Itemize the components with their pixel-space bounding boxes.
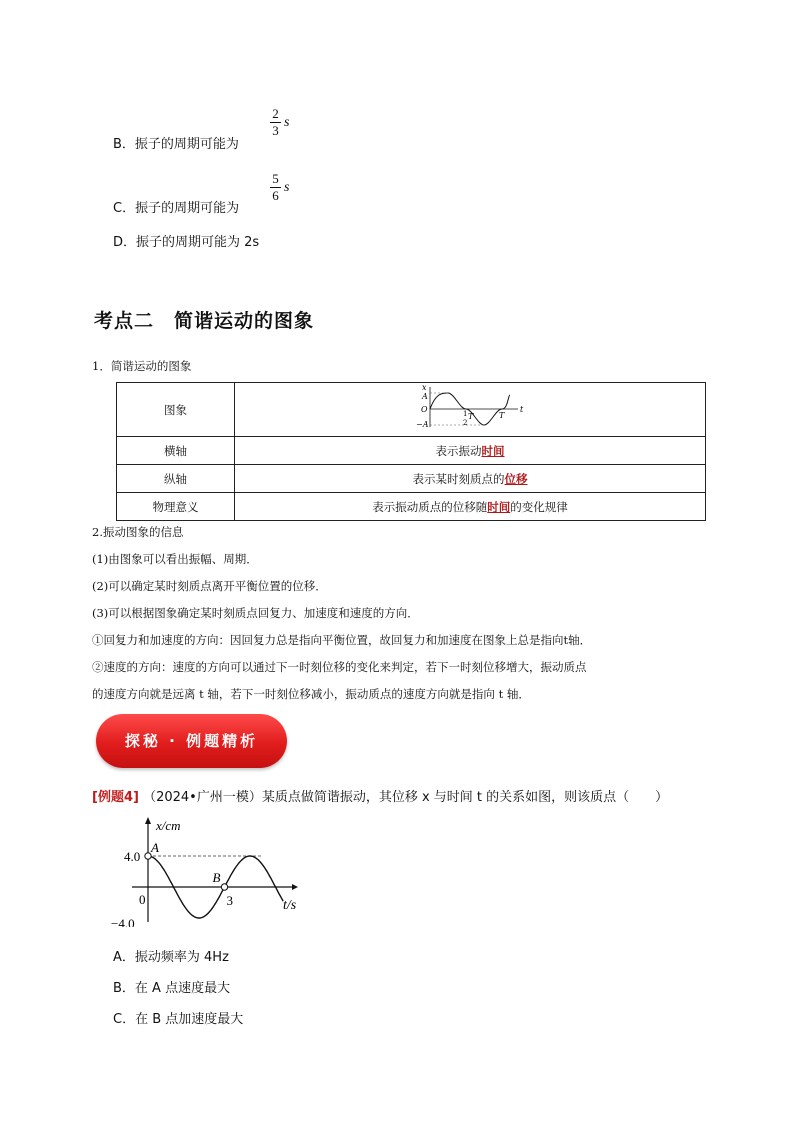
fraction-b xyxy=(270,106,290,138)
displacement-time-chart xyxy=(110,812,320,927)
option-b: B．振子的周期可能为 xyxy=(113,137,239,152)
banner-text: 探秘 · 例题精析 xyxy=(124,732,259,750)
fraction-b-denominator: 3 xyxy=(272,123,279,138)
ytick-label: −4.0 xyxy=(111,916,135,927)
fraction-b-numerator: 2 xyxy=(272,106,279,121)
example-question xyxy=(92,786,668,805)
table-cell-key: 物理意义 xyxy=(117,493,235,521)
fraction-c-numerator: 5 xyxy=(272,171,279,186)
fraction-c-denominator: 6 xyxy=(272,188,279,203)
graph-info-table xyxy=(116,382,706,521)
table-cell-graph xyxy=(235,383,706,437)
mini-t-sym: T xyxy=(499,411,505,420)
point-label: A xyxy=(151,840,159,855)
mini-neg-a-label: −A xyxy=(416,420,429,429)
subheading-1: 1．简谐运动的图象 xyxy=(92,359,192,373)
ytick-label: 0 xyxy=(139,892,146,907)
x-axis-arrow xyxy=(145,817,151,824)
table-row xyxy=(117,437,706,465)
mini-sine-graph xyxy=(410,383,530,433)
table-cell-key: 横轴 xyxy=(117,437,235,465)
info-line: ①回复力和加速度的方向：因回复力总是指向平衡位置，故回复力和加速度在图象上总是指向t轴． xyxy=(92,633,592,647)
t-axis-arrow xyxy=(292,884,298,890)
point-marker xyxy=(221,884,227,890)
fraction-b-unit: s xyxy=(284,115,290,130)
highlight-term: 时间 xyxy=(487,499,511,514)
fraction-c-unit: s xyxy=(284,180,290,195)
option-d: D．振子的周期可能为 2s xyxy=(113,235,260,250)
point-label: B xyxy=(212,870,221,885)
mini-y-label: x xyxy=(422,383,427,392)
info-line: (3)可以根据图象确定某时刻质点回复力、加速度和速度的方向． xyxy=(92,606,419,620)
mini-t-axis: t xyxy=(520,405,524,414)
answer-c: C．在 B 点加速度最大 xyxy=(113,1012,244,1027)
answer-b: B．在 A 点速度最大 xyxy=(113,981,231,996)
mini-half-t-num: 1 xyxy=(463,410,468,418)
info-line: 的速度方向就是远离 t 轴，若下一时刻位移减小，振动质点的速度方向就是指向 t 轴． xyxy=(92,687,530,701)
mini-a-label: A xyxy=(422,392,428,401)
answer-a: A．振动频率为 4Hz xyxy=(113,950,229,965)
example-banner xyxy=(96,714,287,768)
mini-half-t-den: 2 xyxy=(463,419,468,427)
mini-origin-label: O xyxy=(421,405,428,414)
table-cell-value: 表示某时刻质点的位移 xyxy=(235,465,706,493)
example-text: （2024•广州一模）某质点做简谐振动，其位移 x 与时间 t 的关系如图，则该质点（ ） xyxy=(143,790,669,805)
mini-half-t-sym: T xyxy=(468,412,474,421)
table-cell-value: 表示振动质点的位移随时间的变化规律 xyxy=(235,493,706,521)
subheading-2: 2.振动图象的信息 xyxy=(92,525,184,539)
info-line: (2)可以确定某时刻质点离开平衡位置的位移． xyxy=(92,579,327,593)
t-axis-label: t/s xyxy=(283,898,297,913)
info-line: ②速度的方向：速度的方向可以通过下一时刻位移的变化来判定，若下一时刻位移增大，振动质点 xyxy=(92,660,587,674)
example-tag: [例题4] xyxy=(92,790,139,805)
table-row xyxy=(117,383,706,437)
table-cell-value: 表示振动时间 xyxy=(235,437,706,465)
highlight-term: 位移 xyxy=(504,471,528,486)
table-row xyxy=(117,465,706,493)
highlight-term: 时间 xyxy=(481,443,505,458)
table-cell-key: 纵轴 xyxy=(117,465,235,493)
option-c: C．振子的周期可能为 xyxy=(113,201,240,216)
xtick-label: 3 xyxy=(226,893,233,908)
x-axis-label: x/cm xyxy=(156,818,181,833)
fraction-c xyxy=(270,171,290,203)
section-title: 考点二 简谐运动的图象 xyxy=(94,310,315,332)
table-row xyxy=(117,493,706,521)
ytick-label: 4.0 xyxy=(124,849,141,864)
info-line: (1)由图象可以看出振幅、周期． xyxy=(92,552,258,566)
table-cell-key: 图象 xyxy=(117,383,235,437)
